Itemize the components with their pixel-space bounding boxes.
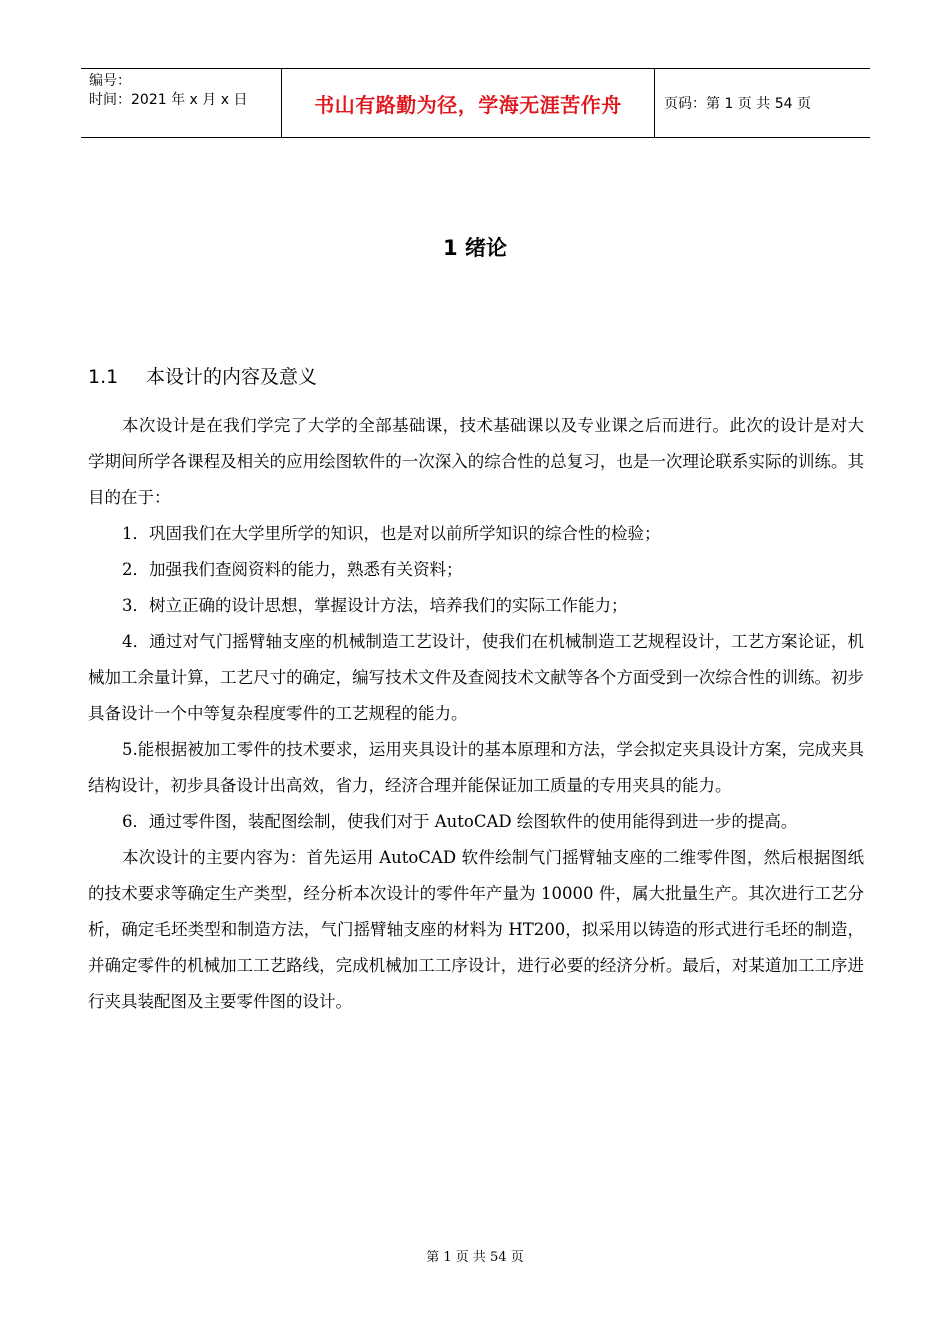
paragraph: 4．通过对气门摇臂轴支座的机械制造工艺设计，使我们在机械制造工艺规程设计，工艺方案论证，机械加工余量计算，工艺尺寸的确定，编写技术文件及查阅技术文献等各个方面受到一次综合性的训练。初步具备设计一个中等复杂程度零件的工艺规程的能力。 [88, 632, 864, 723]
paragraph: 本次设计是在我们学完了大学的全部基础课，技术基础课以及专业课之后而进行。此次的设计是对大学期间所学各课程及相关的应用绘图软件的一次深入的综合性的总复习，也是一次理论联系实际的训练。其目的在于： [88, 416, 864, 507]
section-title: 本设计的内容及意义 [146, 366, 318, 388]
header-number-label: 编号： [89, 73, 131, 89]
header-table [81, 68, 870, 138]
paragraph: 本次设计的主要内容为：首先运用 AutoCAD 软件绘制气门摇臂轴支座的二维零件图，然后根据图纸的技术要求等确定生产类型，经分析本次设计的零件年产量为 10000 件，属大批量生产。其次进行工艺分析，确定毛坯类型和制造方法，气门摇臂轴支座的材料为 HT200，拟采用以铸造的形式进行毛坯的制造，并确定零件的机械加工工艺路线，完成机械加工工序设计，进行必要的经济分析。最后，对某道加工工序进行夹具装配图及主要零件图的设计。 [88, 848, 864, 1011]
header-page-info: 页码：第 1 页 共 54 页 [664, 96, 811, 112]
chapter-title: 1 绪论 [443, 236, 507, 260]
section-number: 1.1 [88, 366, 119, 388]
paragraph: 1．巩固我们在大学里所学的知识，也是对以前所学知识的综合性的检验； [122, 524, 661, 543]
paragraph: 3．树立正确的设计思想，掌握设计方法，培养我们的实际工作能力； [122, 596, 628, 615]
paragraph: 5.能根据被加工零件的技术要求，运用夹具设计的基本原理和方法，学会拟定夹具设计方案，完成夹具结构设计，初步具备设计出高效，省力，经济合理并能保证加工质量的专用夹具的能力。 [88, 740, 864, 795]
body-text [88, 408, 864, 1020]
header-motto: 书山有路勤为径，学海无涯苦作舟 [282, 69, 655, 137]
paragraph: 2．加强我们查阅资料的能力，熟悉有关资料； [122, 560, 463, 579]
header-meta-cell [81, 69, 282, 137]
header-time-label: 时间：2021 年 x 月 x 日 [89, 92, 248, 108]
section-heading [88, 362, 317, 389]
page-footer: 第 1 页 共 54 页 [426, 1250, 524, 1265]
paragraph: 6．通过零件图，装配图绘制，使我们对于 AutoCAD 绘图软件的使用能得到进一步的提高。 [122, 812, 798, 831]
